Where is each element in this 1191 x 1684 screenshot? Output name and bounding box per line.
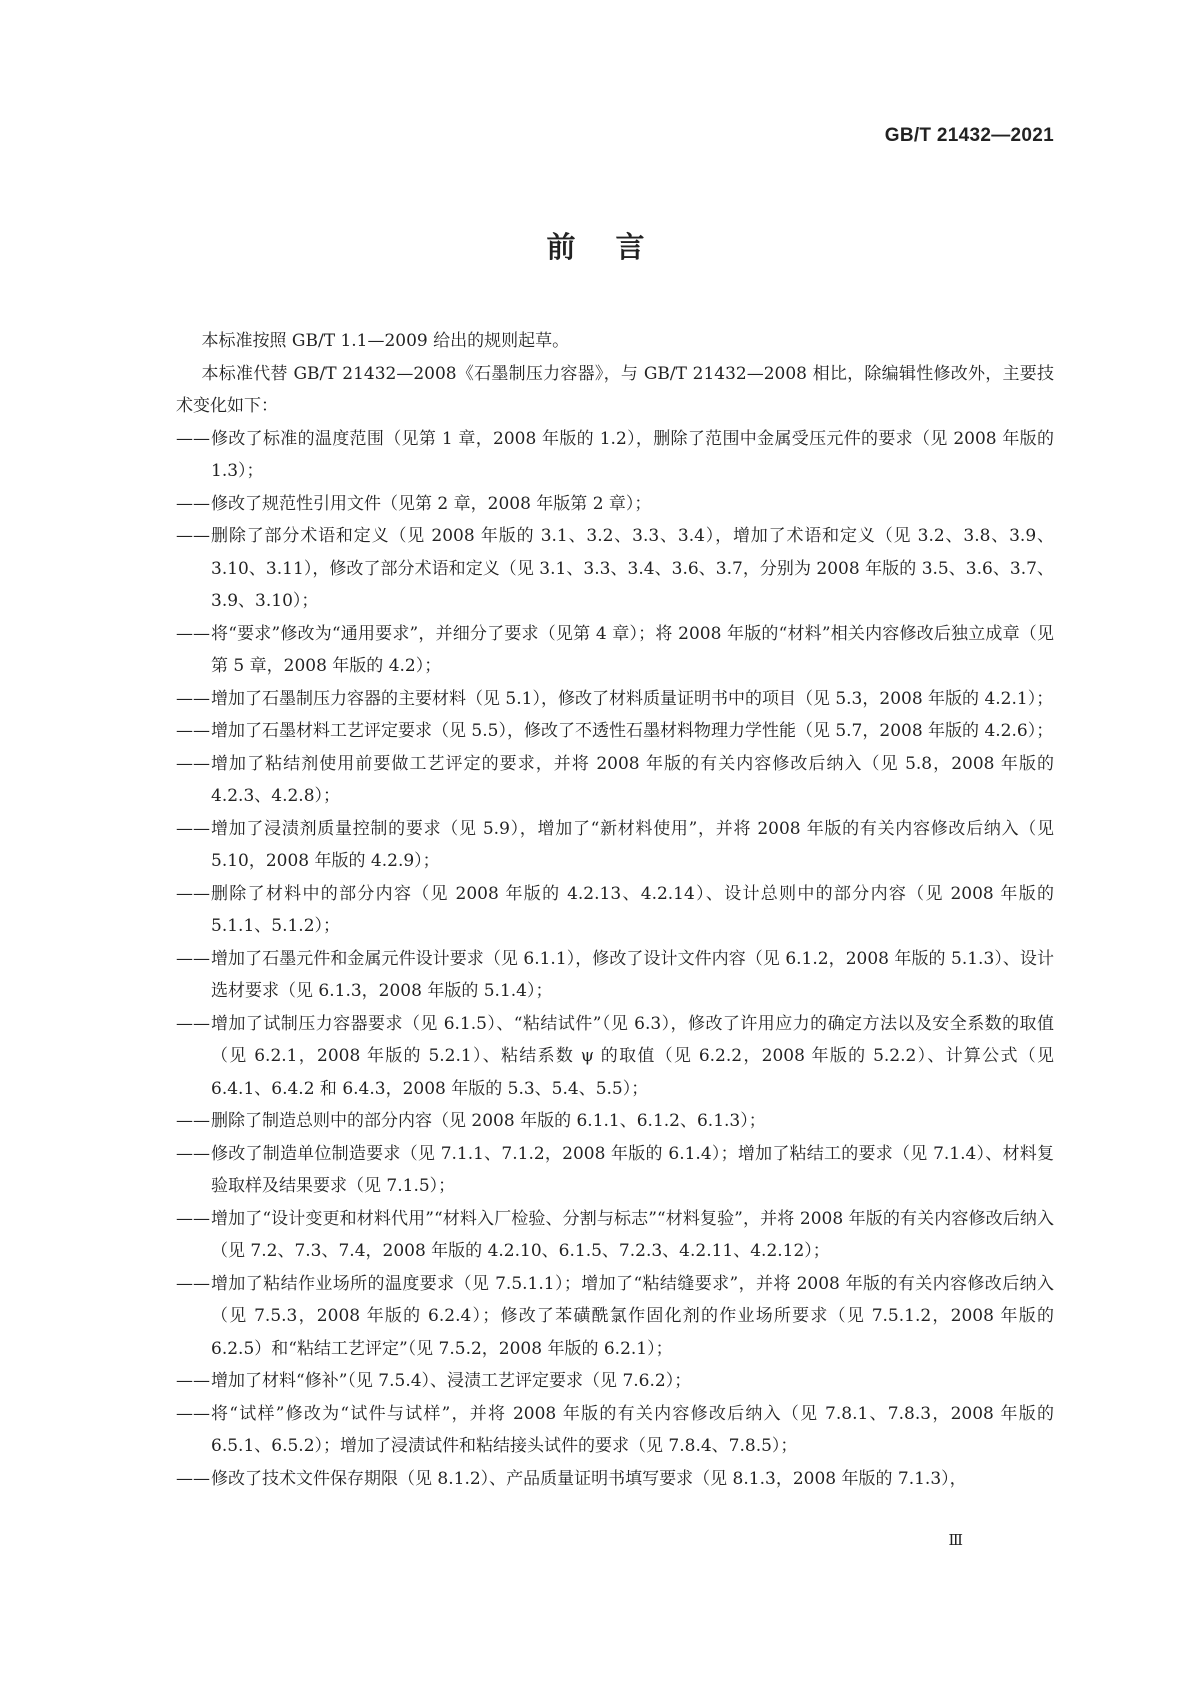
standard-number: GB/T 21432—2021 <box>884 125 1054 146</box>
list-dash: —— <box>176 1371 210 1391</box>
list-dash: —— <box>176 1468 210 1489</box>
list-item-text: 删除了材料中的部分内容（见 2008 年版的 4.2.13、4.2.14）、设计总则中的部分内容（见 2008 年版的 5.1.1、5.1.2）； <box>211 883 1054 936</box>
list-dash: —— <box>176 688 210 709</box>
list-item <box>176 1268 1054 1366</box>
paragraph: 本标准按照 GB/T 1.1—2009 给出的规则起草。 <box>201 331 570 351</box>
list-item-text: 修改了技术文件保存期限（见 8.1.2）、产品质量证明书填写要求（见 8.1.3，2008 年版的 7.1.3）， <box>211 1468 967 1489</box>
list-item <box>176 715 1054 748</box>
list-item <box>176 878 1054 943</box>
list-dash: —— <box>176 818 210 839</box>
list-item-text: 修改了规范性引用文件（见第 2 章，2008 年版第 2 章）； <box>211 493 652 514</box>
list-dash: —— <box>176 493 210 514</box>
list-item-text: 将“要求”修改为“通用要求”，并细分了要求（见第 4 章）；将 2008 年版的“材料”相关内容修改后独立成章（见第 5 章，2008 年版的 4.2）； <box>211 623 1054 676</box>
list-item-text: 增加了浸渍剂质量控制的要求（见 5.9），增加了“新材料使用”，并将 2008 年版的有关内容修改后纳入（见 5.10，2008 年版的 4.2.9）； <box>211 818 1054 871</box>
list-item-text: 增加了粘结作业场所的温度要求（见 7.5.1.1）；增加了“粘结缝要求”，并将 2008 年版的有关内容修改后纳入（见 7.5.3，2008 年版的 6.2.4）；修改了苯磺酰氯作固化剂的作业场所要求（见 7.5.1.2，2008 年版的 6.2.5）和“粘结工艺评定”（见 7.5.2，2008 年版的 6.2.1）； <box>211 1273 1054 1359</box>
list-dash: —— <box>176 1403 210 1424</box>
page-number: Ⅲ <box>948 1531 963 1549</box>
list-item <box>176 1365 1054 1398</box>
list-dash: —— <box>176 948 210 969</box>
list-item <box>176 520 1054 618</box>
list-item <box>176 618 1054 683</box>
list-dash: —— <box>176 1208 210 1229</box>
list-dash: —— <box>176 623 210 644</box>
list-item <box>176 1138 1054 1203</box>
list-item <box>176 1463 1054 1496</box>
list-dash: —— <box>176 1143 210 1164</box>
list-item-text: 增加了石墨材料工艺评定要求（见 5.5），修改了不透性石墨材料物理力学性能（见 5.7，2008 年版的 4.2.6）； <box>211 721 1054 741</box>
document-body <box>176 325 1054 1495</box>
list-dash: —— <box>176 1273 210 1294</box>
list-item <box>176 748 1054 813</box>
list-item <box>176 423 1054 488</box>
list-item-text: 增加了“设计变更和材料代用”“材料入厂检验、分割与标志”“材料复验”，并将 2008 年版的有关内容修改后纳入（见 7.2、7.3、7.4，2008 年版的 4.2.10、6.1.5、7.2.3、4.2.11、4.2.12）； <box>211 1208 1054 1261</box>
list-item <box>176 1105 1054 1138</box>
list-item-text: 增加了石墨制压力容器的主要材料（见 5.1），修改了材料质量证明书中的项目（见 5.3，2008 年版的 4.2.1）； <box>211 688 1054 709</box>
list-dash: —— <box>176 428 210 449</box>
list-item-text: 将“试样”修改为“试件与试样”，并将 2008 年版的有关内容修改后纳入（见 7.8.1、7.8.3，2008 年版的 6.5.1、6.5.2）；增加了浸渍试件和粘结接头试件的要求（见 7.8.4、7.8.5）； <box>211 1403 1054 1456</box>
list-item <box>176 1008 1054 1106</box>
change-list <box>176 423 1054 1496</box>
list-item-text: 修改了标准的温度范围（见第 1 章，2008 年版的 1.2），删除了范围中金属受压元件的要求（见 2008 年版的 1.3）； <box>211 428 1054 481</box>
list-dash: —— <box>176 1111 210 1131</box>
list-dash: —— <box>176 526 210 546</box>
paragraph: 本标准代替 GB/T 21432—2008《石墨制压力容器》，与 GB/T 21432—2008 相比，除编辑性修改外，主要技术变化如下： <box>176 363 1054 416</box>
list-item-text: 增加了粘结剂使用前要做工艺评定的要求，并将 2008 年版的有关内容修改后纳入（见 5.8，2008 年版的 4.2.3、4.2.8）； <box>211 753 1054 806</box>
list-item-text: 增加了石墨元件和金属元件设计要求（见 6.1.1），修改了设计文件内容（见 6.1.2，2008 年版的 5.1.3）、设计选材要求（见 6.1.3，2008 年版的 5.1.4）； <box>211 948 1054 1001</box>
list-item-text: 删除了部分术语和定义（见 2008 年版的 3.1、3.2、3.3、3.4），增加了术语和定义（见 3.2、3.8、3.9、3.10、3.11），修改了部分术语和定义（见 3.1、3.3、3.4、3.6、3.7，分别为 2008 年版的 3.5、3.6、3.7、3.9、3.10）； <box>211 526 1054 611</box>
list-item-text: 增加了材料“修补”（见 7.5.4）、浸渍工艺评定要求（见 7.6.2）； <box>211 1371 692 1391</box>
list-item <box>176 1398 1054 1463</box>
list-dash: —— <box>176 1013 210 1034</box>
page-title: 前言 <box>546 230 685 264</box>
list-item <box>176 488 1054 521</box>
list-dash: —— <box>176 883 210 904</box>
list-item <box>176 683 1054 716</box>
list-item-text: 修改了制造单位制造要求（见 7.1.1、7.1.2，2008 年版的 6.1.4）；增加了粘结工的要求（见 7.1.4）、材料复验取样及结果要求（见 7.1.5）； <box>211 1143 1054 1196</box>
list-item-text: 删除了制造总则中的部分内容（见 2008 年版的 6.1.1、6.1.2、6.1.3）； <box>211 1111 766 1131</box>
list-item-text: 增加了试制压力容器要求（见 6.1.5）、“粘结试件”（见 6.3），修改了许用应力的确定方法以及安全系数的取值（见 6.2.1，2008 年版的 5.2.1）、粘结系数 ψ 的取值（见 6.2.2，2008 年版的 5.2.2）、计算公式（见 6.4.1、6.4.2 和 6.4.3，2008 年版的 5.3、5.4、5.5）； <box>211 1013 1054 1099</box>
list-item <box>176 943 1054 1008</box>
list-item <box>176 813 1054 878</box>
list-dash: —— <box>176 753 210 774</box>
list-item <box>176 1203 1054 1268</box>
list-dash: —— <box>176 721 210 741</box>
